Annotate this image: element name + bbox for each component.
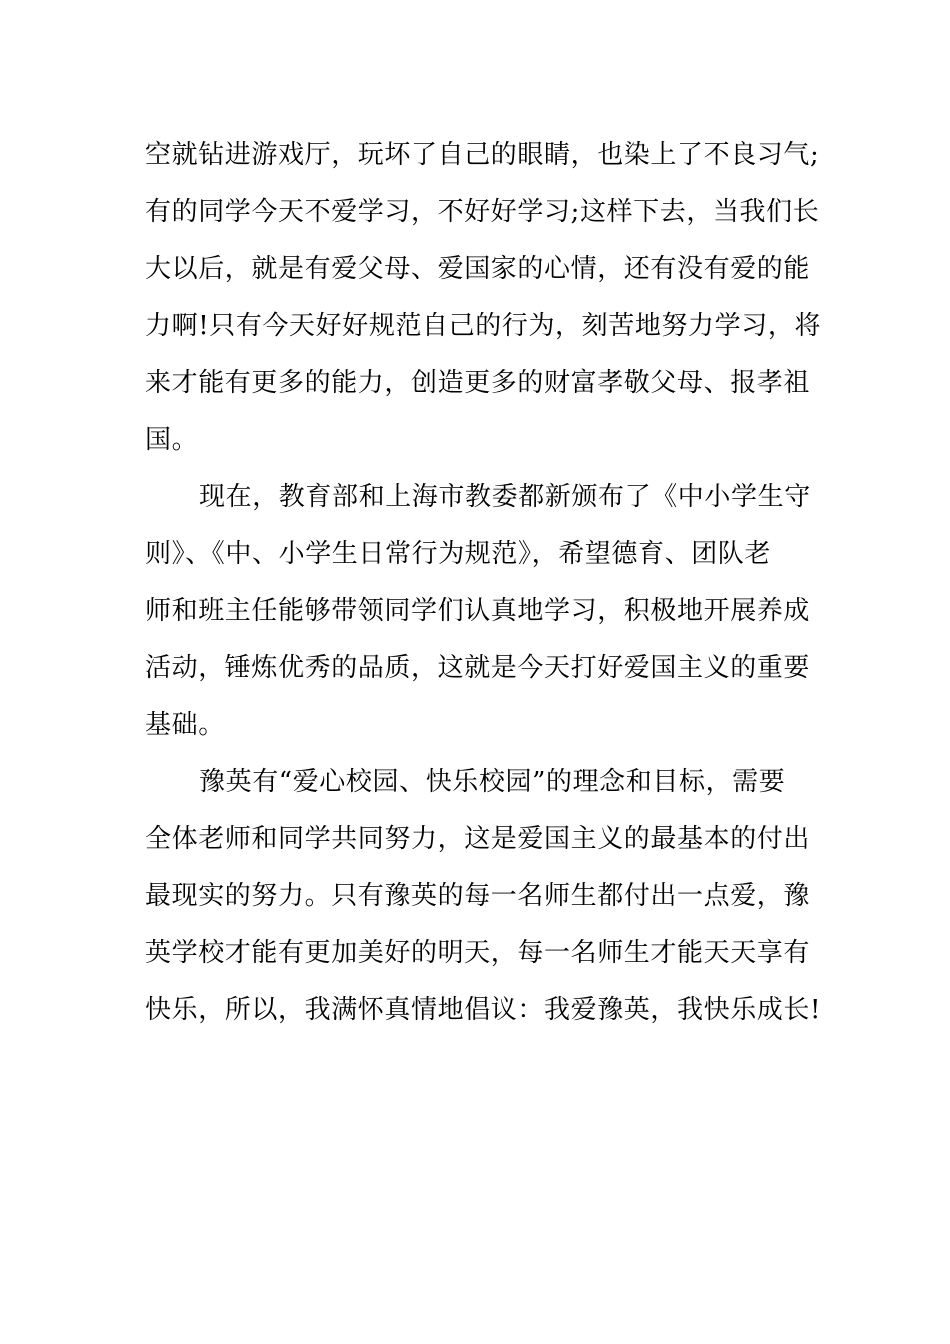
text-line: 国。: [145, 425, 199, 455]
text-line: 最现实的努力。只有豫英的每一名师生都付出一点爱，豫: [145, 881, 811, 911]
text-line: 空就钻进游戏厅，玩坏了自己的眼睛，也染上了不良习气;: [145, 140, 820, 170]
text-line: 则》、《中、小学生日常行为规范》，希望德育、团队老: [145, 539, 772, 569]
document-body: [145, 127, 822, 1039]
text-line: 英学校才能有更加美好的明天，每一名师生才能天天享有: [145, 938, 811, 968]
text-line: 快乐，所以，我满怀真情地倡议：我爱豫英，我快乐成长!: [145, 995, 822, 1025]
text-line: 大以后，就是有爱父母、爱国家的心情，还有没有爱的能: [145, 254, 811, 284]
text-line: 师和班主任能够带领同学们认真地学习，积极地开展养成: [145, 596, 811, 626]
text-line: 力啊!只有今天好好规范自己的行为，刻苦地努力学习，将: [145, 311, 822, 341]
text-line: 活动，锤炼优秀的品质，这就是今天打好爱国主义的重要: [145, 653, 811, 683]
paragraph-education-rules: [145, 469, 811, 754]
paragraph-yuying-proposal: [145, 754, 822, 1039]
paragraph-continuation: [145, 127, 822, 469]
text-line: 豫英有“爱心校园、快乐校园”的理念和目标，需要: [199, 767, 786, 797]
text-line: 有的同学今天不爱学习，不好好学习;这样下去，当我们长: [145, 197, 820, 227]
text-line: 现在，教育部和上海市教委都新颁布了《中小学生守: [199, 482, 811, 512]
text-line: 来才能有更多的能力，创造更多的财富孝敬父母、报孝祖: [145, 368, 811, 398]
text-line: 基础。: [145, 710, 225, 740]
text-line: 全体老师和同学共同努力，这是爱国主义的最基本的付出: [145, 824, 811, 854]
